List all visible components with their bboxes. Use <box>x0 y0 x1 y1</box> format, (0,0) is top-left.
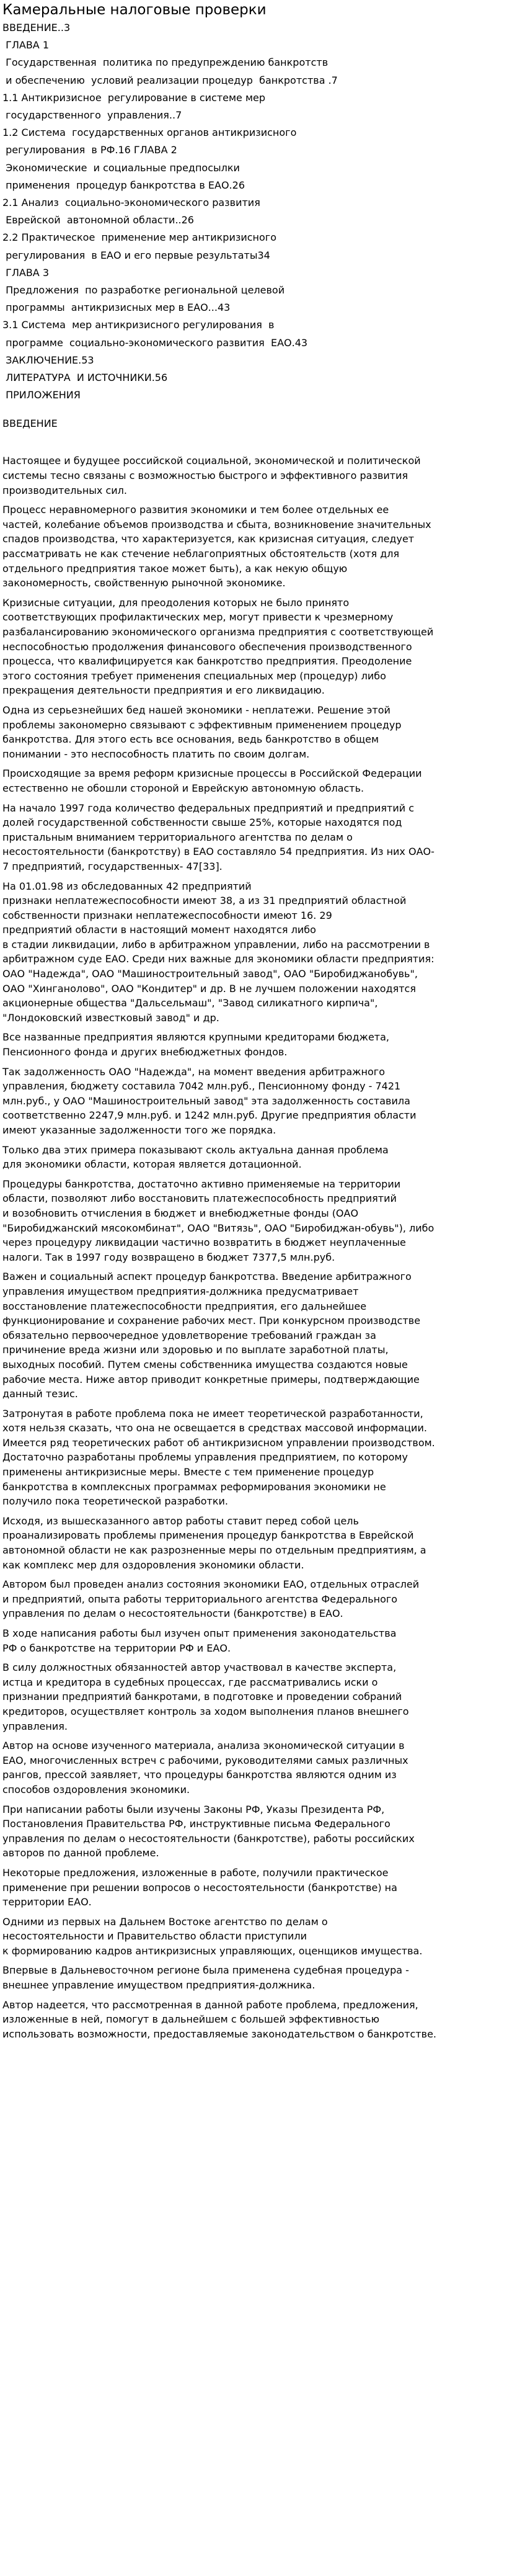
toc-line: государственного управления..7 <box>2 109 182 122</box>
toc-line: Предложения по разработке региональной целевой <box>2 284 285 297</box>
paragraph: Автор надеется, что рассмотренная в данной работе проблема, предложения, изложенные в ней, помогут в дальнейшем с большей эффективностью использовать возможности, предоставляемые законодательством о банкротстве. <box>2 1998 437 2040</box>
paragraph: Впервые в Дальневосточном регионе была применена судебная процедура - внешнее управление имуществом предприятия-должника. <box>2 1964 409 1992</box>
paragraph: Все названные предприятия являются крупными кредиторами бюджета, Пенсионного фонда и других внебюджетных фондов. <box>2 1031 390 1058</box>
paragraph: Происходящие за время реформ кризисные процессы в Российской Федерации естественно не обошли стороной и Еврейскую автономную область. <box>2 767 422 794</box>
toc-line: применения процедур банкротства в ЕАО.26 <box>2 179 245 191</box>
paragraph: Автором был проведен анализ состояния экономики ЕАО, отдельных отраслей и предприятий, опыта работы территориального агентства Федерального управления по делам о несостоятельности (банкротстве) в ЕАО. <box>2 1578 420 1620</box>
document-body <box>2 454 520 2041</box>
paragraph: На 01.01.98 из обследованных 42 предприятий признаки неплатежеспособности имеют 38, а из 31 предприятий областной собственности признаки неплатежеспособности имеют 16. 29 предприятий области в настоящий момент находятся либо в стадии ликвидации, либо в арбитражном управлении, либо на рассмотрении в арбитражном суде ЕАО. Среди них важные для экономики области предприятия: ОАО "Надежда", ОАО "Машиностроительный завод", ОАО "Биробиджанобувь", ОАО "Хинганолово", ОАО "Кондитер" и др. В не лучшем положении находятся акционерные общества "Дальсельмаш", "Завод силикатного кирпича", "Лондоковский известковый завод" и др. <box>2 880 435 1024</box>
paragraph: Процедуры банкротства, достаточно активно применяемые на территории области, позволяют либо восстановить платежеспособность предприятий и возобновить отчисления в бюджет и внебюджетные фонды (ОАО "Биробиджанский мясокомбинат", ОАО "Витязь", ОАО "Биробиджан-обувь"), либо через процедуру ликвидации частично возвратить в бюджет неуплаченные налоги. Так в 1997 году возвращено в бюджет 7377,5 млн.руб. <box>2 1178 435 1263</box>
toc-line: программе социально-экономического развития ЕАО.43 <box>2 336 308 349</box>
toc-line: 1.2 Система государственных органов антикризисного <box>2 127 297 139</box>
toc-line: ГЛАВА 3 <box>2 266 50 279</box>
paragraph: Процесс неравномерного развития экономики и тем более отдельных ее частей, колебание объемов производства и сбыта, возникновение значительных спадов производства, что характеризуется, как кризисная ситуация, следует рассматривать не как стечение неблагоприятных обстоятельств (хотя для отдельного предприятия такое может быть), а как некую общую закономерность, свойственную рыночной экономике. <box>2 504 431 589</box>
toc-line: ЛИТЕРАТУРА И ИСТОЧНИКИ.56 <box>2 372 168 384</box>
toc-line: регулирования в РФ.16 ГЛАВА 2 <box>2 144 177 156</box>
paragraph: На начало 1997 года количество федеральных предприятий и предприятий с долей государственной собственности свыше 25%, которые находятся под пристальным вниманием территориального агентства по делам о несостоятельности (банкротству) в ЕАО составляло 54 предприятия. Из них ОАО- 7 предприятий, государственных- 47[33]. <box>2 802 435 872</box>
toc-line: Еврейской автономной области..26 <box>2 214 194 226</box>
toc-line: программы антикризисных мер в ЕАО...43 <box>2 302 231 314</box>
paragraph: Важен и социальный аспект процедур банкротства. Введение арбитражного управления имуществом предприятия-должника предусматривает восстановление платежеспособности предприятия, его дальнейшее функционирование и сохранение рабочих мест. При конкурсном производстве обязательно первоочередное удовлетворение требований граждан за причинение вреда жизни или здоровью и по выплате заработной платы, выходных пособий. Путем смены собственника имущества создаются новые рабочие места. Ниже автор приводит конкретные примеры, подтверждающие данный тезис. <box>2 1271 421 1400</box>
paragraph: Автор на основе изученного материала, анализа экономической ситуации в ЕАО, многочисленных встреч с рабочими, руководителями самых различных рангов, прессой заявляет, что процедуры банкротства являются одним из способов оздоровления экономики. <box>2 1740 408 1796</box>
paragraph: Только два этих примера показывают сколь актуальна данная проблема для экономики области, которая является дотационной. <box>2 1143 389 1171</box>
paragraph: Кризисные ситуации, для преодоления которых не было принято соответствующих профилактических мер, могут привести к чрезмерному разбалансированию экономического организма предприятия с соответствующей неспособностью продолжения финансового обеспечения производственного процесса, что квалифицируется как банкротство предприятия. Преодоление этого состояния требует применения специальных мер (процедур) либо прекращения деятельности предприятия и его ликвидацию. <box>2 596 434 697</box>
toc-line: ЗАКЛЮЧЕНИЕ.53 <box>2 354 94 366</box>
intro-heading: ВВЕДЕНИЕ <box>2 418 58 430</box>
table-of-contents <box>2 19 520 404</box>
paragraph: Исходя, из вышесказанного автор работы ставит перед собой цель проанализировать проблемы применения процедур банкротства в Еврейской автономной области не как разрозненные меры по отдельным предприятиям, а как комплекс мер для оздоровления экономики области. <box>2 1514 426 1571</box>
paragraph: Одна из серьезнейших бед нашей экономики - неплатежи. Решение этой проблемы закономерно связывают с эффективным применением процедур банкротства. Для этого есть все основания, ведь банкротство в общем понимании - это неспособность платить по своим долгам. <box>2 704 402 760</box>
paragraph: При написании работы были изучены Законы РФ, Указы Президента РФ, Постановления Правительства РФ, инструктивные письма Федерального управления по делам о несостоятельности (банкротстве), работы российских авторов по данной проблеме. <box>2 1803 415 1859</box>
toc-line: 1.1 Антикризисное регулирование в системе мер <box>2 91 266 104</box>
paragraph: Одними из первых на Дальнем Востоке агентство по делам о несостоятельности и Правительство области приступили к формированию кадров антикризисных управляющих, оценщиков имущества. <box>2 1915 423 1957</box>
toc-line: и обеспечению условий реализации процедур банкротства .7 <box>2 74 338 86</box>
toc-line: Экономические и социальные предпосылки <box>2 161 240 174</box>
toc-line: Государственная политика по предупреждению банкротств <box>2 56 329 69</box>
paragraph: В ходе написания работы был изучен опыт применения законодательства РФ о банкротстве на территории РФ и ЕАО. <box>2 1627 397 1654</box>
paragraph: Некоторые предложения, изложенные в работе, получили практическое применение при решении вопросов о несостоятельности (банкротстве) на территории ЕАО. <box>2 1866 397 1908</box>
toc-line: ВВЕДЕНИЕ..3 <box>2 22 71 34</box>
toc-line: 3.1 Система мер антикризисного регулирования в <box>2 319 275 331</box>
paragraph: В силу должностных обязанностей автор участвовал в качестве эксперта, истца и кредитора в судебных процессах, где рассматривались иски о признании предприятий банкротами, в подготовке и проведении собраний кредиторов, осуществляет контроль за ходом выполнения планов внешнего управления. <box>2 1661 409 1732</box>
toc-line: ГЛАВА 1 <box>2 39 50 51</box>
paragraph: Настоящее и будущее российской социальной, экономической и политической системы тесно связаны с возможностью быстрого и эффективного развития производительных сил. <box>2 455 421 496</box>
document-title: Камеральные налоговые проверки <box>2 2 267 18</box>
paragraph: Затронутая в работе проблема пока не имеет теоретической разработанности, хотя нельзя сказать, что она не освещается в средствах массовой информации. Имеется ряд теоретических работ об антикризисном управлении производством. Достаточно разработаны проблемы управления предприятием, по которому применены антикризисные меры. Вместе с тем применение процедур банкротства в комплексных программах реформирования экономики не получило пока теоретической разработки. <box>2 1407 435 1508</box>
toc-line: ПРИЛОЖЕНИЯ <box>2 389 81 401</box>
toc-line: 2.2 Практическое применение мер антикризисного <box>2 231 276 244</box>
toc-line: 2.1 Анализ социально-экономического развития <box>2 197 260 209</box>
toc-line: регулирования в ЕАО и его первые результаты34 <box>2 249 270 261</box>
paragraph: Так задолженность ОАО "Надежда", на момент введения арбитражного управления, бюджету составила 7042 млн.руб., Пенсионному фонду - 7421 млн.руб., у ОАО "Машиностроительный завод" эта задолженность составила соответственно 2247,9 млн.руб. и 1242 млн.руб. Другие предприятия области имеют указанные задолженности того же порядка. <box>2 1065 417 1136</box>
